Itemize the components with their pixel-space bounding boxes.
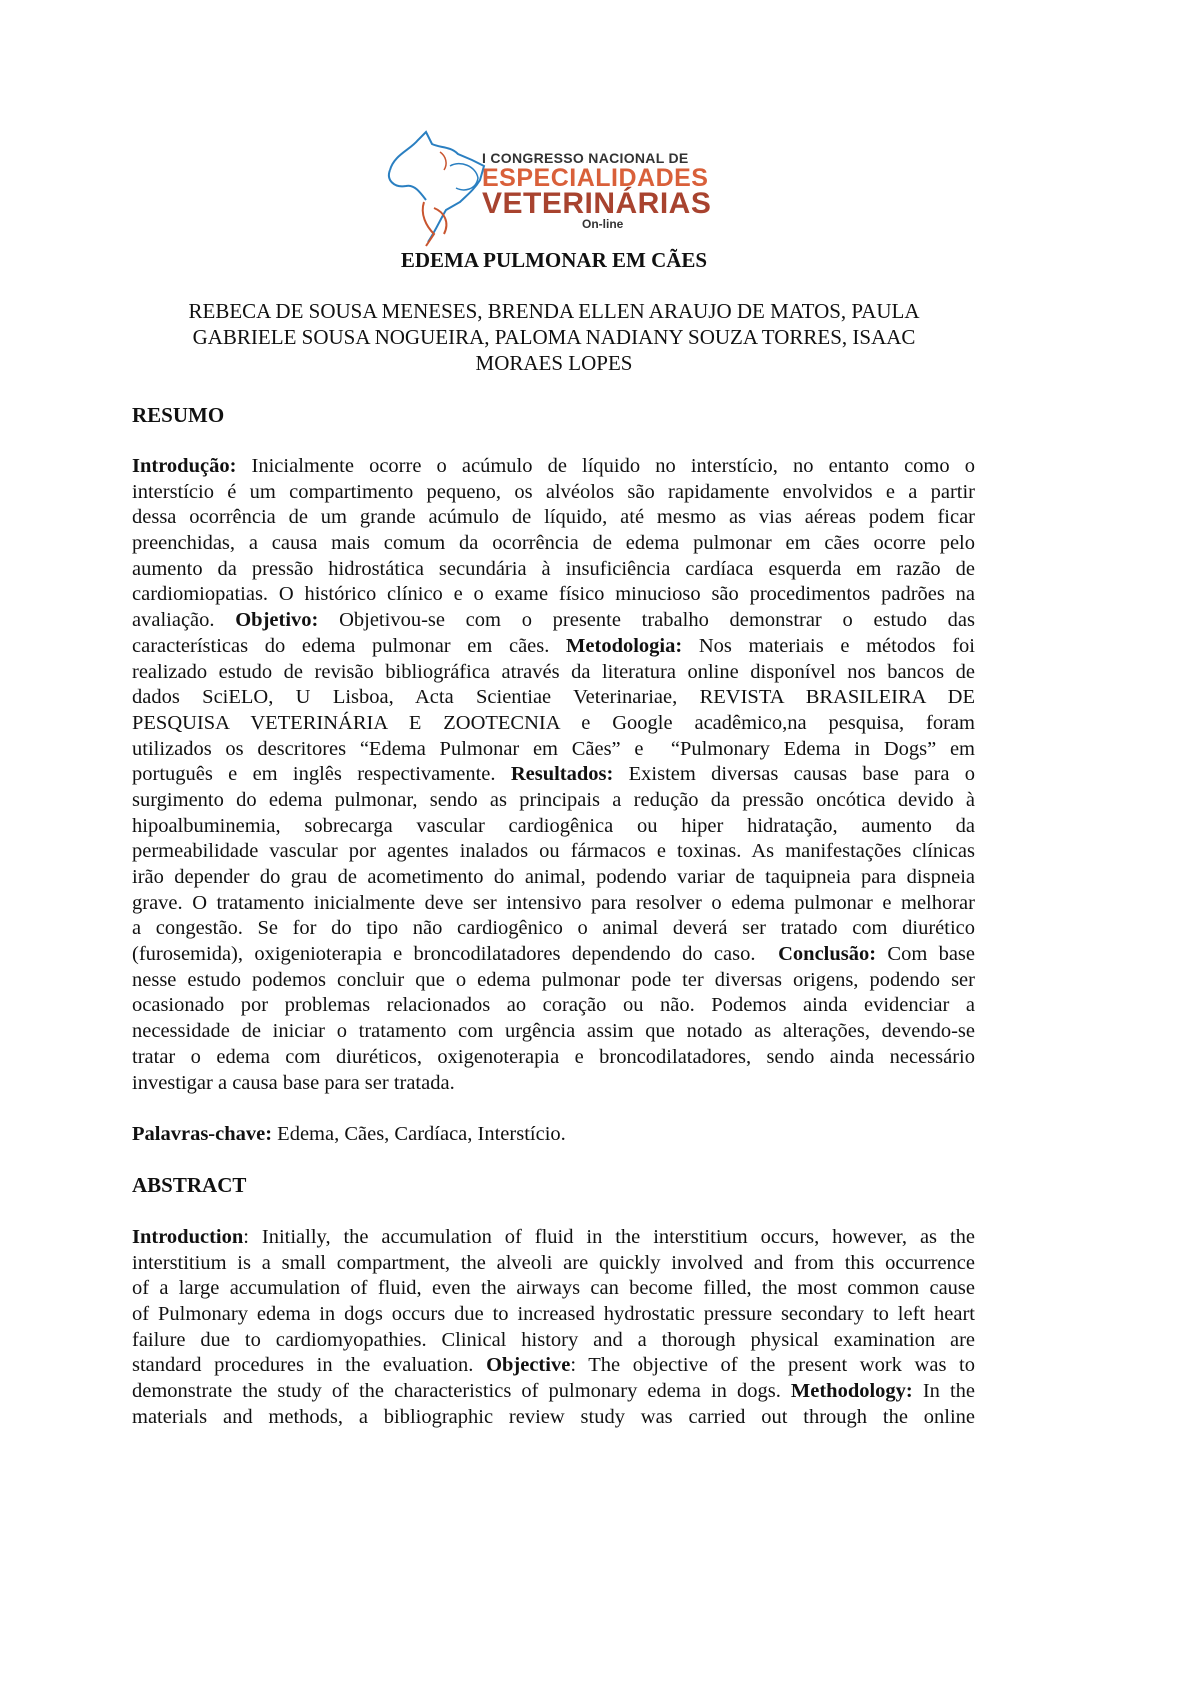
text-line <box>132 865 975 891</box>
text-segment: permeabilidade vascular por agentes inalados ou fármacos e toxinas. As manifestações clínicas <box>132 840 975 863</box>
text-segment: Com base <box>876 943 976 966</box>
section-label: Methodology: <box>790 1380 913 1403</box>
text-segment: português e em inglês respectivamente. <box>132 763 511 786</box>
section-label: Introdução: <box>132 455 237 477</box>
text-line <box>132 1353 975 1379</box>
text-segment: avaliação. <box>132 609 236 632</box>
text-line <box>132 531 975 557</box>
text-segment: interstício é um compartimento pequeno, os alvéolos são rapidamente envolvidos e a partir <box>132 480 975 503</box>
abstract-paragraph <box>132 1225 975 1431</box>
text-segment: dessa ocorrência de um grande acúmulo de líquido, até mesmo as vias aéreas podem ficar <box>132 506 975 529</box>
text-segment: realizado estudo de revisão bibliográfica através da literatura online disponível nos bancos de <box>132 660 975 683</box>
text-segment: materials and methods, a bibliographic review study was carried out through the online <box>132 1405 975 1428</box>
abstract-heading: ABSTRACT <box>132 1173 247 1197</box>
keywords-text: Edema, Cães, Cardíaca, Interstício. <box>272 1123 566 1145</box>
text-line <box>132 660 975 686</box>
text-line <box>132 1045 975 1071</box>
section-label: Objective <box>486 1354 571 1377</box>
text-line <box>132 711 975 737</box>
text-line <box>132 608 975 634</box>
text-segment: ocasionado por problemas relacionados ao coração ou não. Podemos ainda evidenciar a <box>132 994 975 1017</box>
text-segment: : The objective of the present work was to <box>570 1354 976 1377</box>
section-label: Metodologia: <box>566 634 683 657</box>
text-segment: necessidade de iniciar o tratamento com urgência assim que notado as alterações, devendo-se <box>132 1020 975 1043</box>
text-segment: Inicialmente ocorre o acúmulo de líquido no interstício, no entanto como o <box>236 455 975 477</box>
text-line <box>132 839 975 865</box>
text-line <box>132 685 975 711</box>
text-segment: of Pulmonary edema in dogs occurs due to increased hydrostatic pressure secondary to left heart <box>132 1303 975 1326</box>
text-segment: of a large accumulation of fluid, even the airways can become filled, the most common cause <box>132 1277 975 1300</box>
section-label: Resultados: <box>510 763 614 786</box>
text-line <box>132 1071 975 1097</box>
text-segment: (furosemida), oxigenioterapia e broncodilatadores dependendo do caso. <box>132 943 779 966</box>
logo-line-2: ESPECIALIDADES <box>482 164 709 192</box>
text-segment: Objetivou-se com o presente trabalho demonstrar o estudo das <box>318 609 976 632</box>
text-segment: Nos materiais e métodos foi <box>682 634 975 657</box>
congress-logo <box>380 130 740 248</box>
text-segment: nesse estudo podemos concluir que o edema pulmonar pode ter diversas origens, podendo ser <box>132 968 975 991</box>
paper-title: EDEMA PULMONAR EM CÃES <box>400 248 708 272</box>
text-segment: In the <box>912 1380 975 1403</box>
keywords <box>132 1122 975 1148</box>
text-line <box>132 762 975 788</box>
text-line <box>132 737 975 763</box>
authors <box>140 298 968 376</box>
text-line <box>132 1276 975 1302</box>
keywords-label: Palavras-chave: <box>132 1123 273 1145</box>
resumo-heading: RESUMO <box>132 403 225 427</box>
text-segment: PESQUISA VETERINÁRIA E ZOOTECNIA e Google acadêmico,na pesquisa, foram <box>132 711 975 734</box>
text-line <box>132 1019 975 1045</box>
text-line <box>132 634 975 660</box>
text-segment: interstitium is a small compartment, the alveoli are quickly involved and from this occurrence <box>132 1251 975 1274</box>
text-line <box>132 505 975 531</box>
text-line <box>132 1405 975 1431</box>
text-segment: a congestão. Se for do tipo não cardiogênico o animal deverá ser tratado com diurético <box>132 917 975 940</box>
text-line <box>132 1225 975 1251</box>
text-segment: : Initially, the accumulation of fluid in the interstitium occurs, however, as the <box>243 1226 975 1248</box>
authors-line: GABRIELE SOUSA NOGUEIRA, PALOMA NADIANY SOUZA TORRES, ISAAC <box>192 325 916 349</box>
logo-line-4: On-line <box>582 217 624 231</box>
text-segment: utilizados os descritores “Edema Pulmonar em Cães” e “Pulmonary Edema in Dogs” em <box>132 737 975 760</box>
brazil-animals-logo-icon <box>380 130 490 248</box>
text-line <box>132 814 975 840</box>
section-label: Objetivo: <box>235 609 319 632</box>
text-segment: surgimento do edema pulmonar, sendo as principais a redução da pressão oncótica devido à <box>132 788 975 811</box>
text-line <box>132 891 975 917</box>
text-segment: failure due to cardiomyopathies. Clinical history and a thorough physical examination are <box>132 1328 975 1351</box>
section-label: Conclusão: <box>778 943 877 966</box>
logo-line-1: I CONGRESSO NACIONAL DE <box>482 150 689 166</box>
section-label: Introduction <box>132 1226 244 1248</box>
text-segment: irão depender do grau de acometimento do animal, podendo variar de taquipneia para dispneia <box>132 866 975 888</box>
text-line <box>132 942 975 968</box>
resumo-paragraph <box>132 454 975 1096</box>
text-line <box>132 1251 975 1277</box>
text-segment: preenchidas, a causa mais comum da ocorrência de edema pulmonar em cães ocorre pelo <box>132 532 975 555</box>
text-segment: características do edema pulmonar em cães. <box>132 634 567 657</box>
text-line <box>132 993 975 1019</box>
text-line <box>132 454 975 480</box>
text-line <box>132 1302 975 1328</box>
text-segment: aumento da pressão hidrostática secundária à insuficiência cardíaca esquerda em razão de <box>132 557 975 580</box>
text-line <box>132 480 975 506</box>
logo-line-3: VETERINÁRIAS <box>482 187 712 220</box>
text-line <box>132 788 975 814</box>
text-line <box>132 1328 975 1354</box>
text-segment: tratar o edema com diuréticos, oxigenoterapia e broncodilatadores, sendo ainda necessário <box>132 1045 975 1068</box>
text-segment: demonstrate the study of the characteristics of pulmonary edema in dogs. <box>132 1380 791 1403</box>
text-segment: hipoalbuminemia, sobrecarga vascular cardiogênica ou hiper hidratação, aumento da <box>132 814 975 837</box>
text-segment: cardiomiopatias. O histórico clínico e o exame físico minucioso são procedimentos padrões na <box>132 583 975 606</box>
text-segment: investigar a causa base para ser tratada. <box>132 1071 455 1094</box>
text-line <box>132 916 975 942</box>
text-segment: Existem diversas causas base para o <box>613 763 975 786</box>
text-segment: dados SciELO, U Lisboa, Acta Scientiae Veterinariae, REVISTA BRASILEIRA DE <box>132 686 975 709</box>
authors-line: MORAES LOPES <box>475 351 633 375</box>
text-line <box>132 557 975 583</box>
text-line <box>132 968 975 994</box>
text-segment: standard procedures in the evaluation. <box>132 1354 487 1377</box>
text-line <box>132 582 975 608</box>
authors-line: REBECA DE SOUSA MENESES, BRENDA ELLEN ARAUJO DE MATOS, PAULA <box>188 299 920 323</box>
text-segment: grave. O tratamento inicialmente deve ser intensivo para resolver o edema pulmonar e melhorar <box>132 891 975 914</box>
text-line <box>132 1379 975 1405</box>
